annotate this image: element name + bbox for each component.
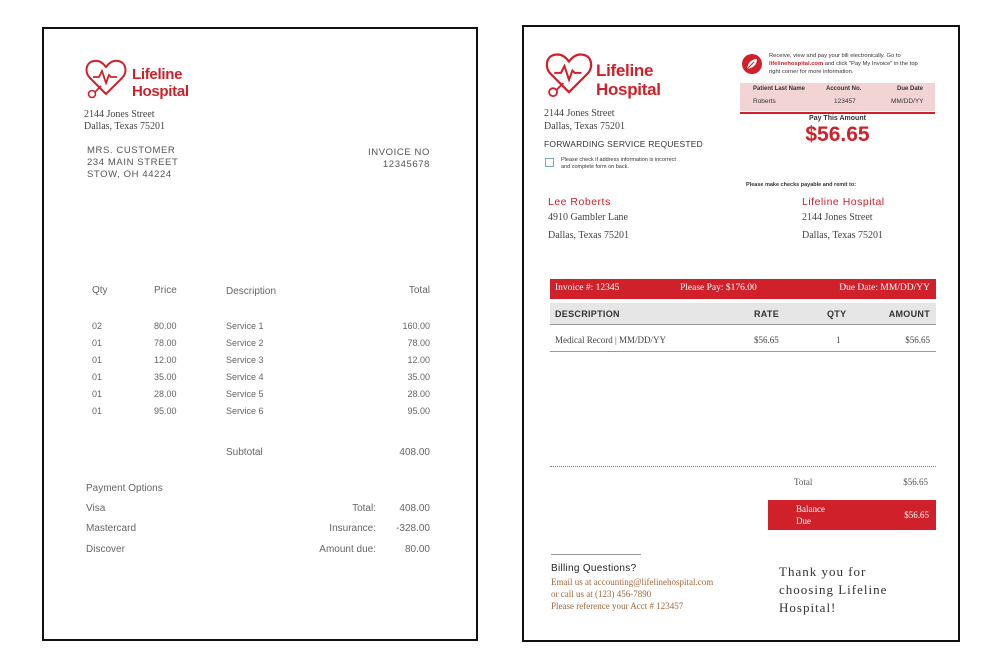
customer-street: 234 MAIN STREET bbox=[87, 157, 179, 168]
summary-total-value: 408.00 bbox=[399, 503, 430, 514]
col-qty-header: Qty bbox=[92, 285, 108, 296]
summary-insurance-label: Insurance: bbox=[329, 523, 376, 534]
invoice-number: Invoice #: 12345 bbox=[555, 283, 620, 293]
logo-name-line1: Lifeline bbox=[596, 61, 654, 80]
row-total: 78.00 bbox=[407, 338, 430, 348]
table-header bbox=[550, 303, 936, 325]
row-price: 80.00 bbox=[154, 321, 177, 331]
row-price: 28.00 bbox=[154, 389, 177, 399]
total-label: Total bbox=[794, 477, 813, 487]
payment-option: Discover bbox=[86, 544, 125, 555]
hospital-city: Dallas, Texas 75201 bbox=[84, 121, 166, 132]
summary-insurance-value: -328.00 bbox=[396, 523, 430, 534]
subtotal-value: 408.00 bbox=[399, 447, 430, 458]
item-amount: $56.65 bbox=[905, 335, 930, 345]
thanks-line1: Thank you for bbox=[779, 564, 867, 579]
patient-street: 4910 Gambler Lane bbox=[548, 212, 628, 223]
row-total: 160.00 bbox=[402, 321, 430, 331]
subtotal-label: Subtotal bbox=[226, 447, 263, 458]
customer-name: MRS. CUSTOMER bbox=[87, 145, 176, 156]
account-no-header: Account No. bbox=[826, 86, 862, 92]
row-description: Service 2 bbox=[226, 338, 264, 348]
amount-header: AMOUNT bbox=[888, 309, 930, 319]
billing-reference: Please reference your Acct # 123457 bbox=[551, 601, 684, 611]
row-total: 35.00 bbox=[407, 372, 430, 382]
patient-last-name-value: Roberts bbox=[753, 98, 776, 105]
payment-option: Visa bbox=[86, 503, 106, 514]
pay-this-amount-value: $56.65 bbox=[805, 123, 870, 146]
row-description: Service 3 bbox=[226, 355, 264, 365]
hospital-street: 2144 Jones Street bbox=[84, 109, 155, 120]
billing-divider bbox=[551, 554, 641, 555]
summary-total-label: Total: bbox=[352, 503, 376, 514]
hospital-city: Dallas, Texas 75201 bbox=[544, 121, 626, 132]
row-description: Service 6 bbox=[226, 406, 264, 416]
please-pay: Please Pay: $176.00 bbox=[680, 283, 757, 293]
patient-last-name-header: Patient Last Name bbox=[753, 86, 806, 92]
table-row bbox=[550, 330, 936, 352]
patient-city: Dallas, Texas 75201 bbox=[548, 230, 630, 241]
row-qty: 01 bbox=[92, 372, 103, 382]
epay-line1: Receive, view and pay your bill electronically. Go to bbox=[769, 53, 901, 59]
row-description: Service 5 bbox=[226, 389, 264, 399]
billing-email[interactable]: Email us at accounting@lifelinehospital.com bbox=[551, 577, 714, 587]
table-bottom-divider bbox=[550, 466, 936, 467]
item-qty: 1 bbox=[836, 335, 841, 345]
thanks-line2: choosing Lifeline bbox=[779, 582, 888, 597]
due-date-header: Due Date bbox=[897, 86, 924, 92]
row-qty: 01 bbox=[92, 406, 103, 416]
description-header: DESCRIPTION bbox=[555, 309, 620, 319]
row-qty: 02 bbox=[92, 321, 103, 331]
row-qty: 01 bbox=[92, 389, 103, 399]
invoice-page-simple bbox=[42, 27, 478, 641]
forwarding-note: FORWARDING SERVICE REQUESTED bbox=[544, 139, 703, 149]
col-description-header: Description bbox=[226, 286, 277, 297]
patient-name: Lee Roberts bbox=[548, 196, 611, 208]
row-total: 28.00 bbox=[407, 389, 430, 399]
invoice-summary-bar bbox=[550, 279, 936, 299]
address-incorrect-checkbox[interactable] bbox=[545, 158, 554, 167]
row-description: Service 1 bbox=[226, 321, 264, 331]
thanks-line3: Hospital! bbox=[779, 600, 837, 615]
epay-line3: right corner for more information. bbox=[769, 69, 854, 75]
divider bbox=[740, 112, 935, 114]
row-price: 78.00 bbox=[154, 338, 177, 348]
rate-header: RATE bbox=[754, 309, 780, 319]
item-description: Medical Record | MM/DD/YY bbox=[555, 335, 667, 345]
logo-name-line1: Lifeline bbox=[132, 66, 183, 83]
remit-name: Lifeline Hospital bbox=[802, 196, 885, 208]
row-qty: 01 bbox=[92, 355, 103, 365]
balance-value: $56.65 bbox=[904, 510, 929, 520]
row-price: 35.00 bbox=[154, 372, 177, 382]
epay-link[interactable]: lifelinehospital.com bbox=[769, 61, 824, 67]
checkbox-note-line2: and complete form on back. bbox=[561, 164, 629, 170]
billing-phone: or call us at (123) 456-7890 bbox=[551, 589, 652, 599]
checkbox-note-line1: Please check if address information is incorrect bbox=[561, 157, 676, 163]
balance-label-1: Balance bbox=[796, 504, 825, 514]
invoice-no-label: INVOICE NO bbox=[368, 147, 430, 158]
row-price: 95.00 bbox=[154, 406, 177, 416]
hospital-street: 2144 Jones Street bbox=[544, 108, 615, 119]
row-qty: 01 bbox=[92, 338, 103, 348]
logo-name-line2: Hospital bbox=[132, 83, 189, 100]
hospital-logo-icon bbox=[544, 49, 594, 99]
customer-city: STOW, OH 44224 bbox=[87, 169, 172, 180]
account-info-box bbox=[740, 83, 935, 111]
col-price-header: Price bbox=[154, 285, 177, 296]
summary-amount-due-value: 80.00 bbox=[404, 544, 430, 555]
summary-amount-due-label: Amount due: bbox=[319, 544, 376, 555]
row-price: 12.00 bbox=[154, 355, 177, 365]
logo-name-line2: Hospital bbox=[596, 80, 661, 99]
item-rate: $56.65 bbox=[754, 335, 779, 345]
balance-label-2: Due bbox=[796, 516, 811, 526]
row-description: Service 4 bbox=[226, 372, 264, 382]
remit-street: 2144 Jones Street bbox=[802, 212, 873, 223]
pay-this-amount-label: Pay This Amount bbox=[809, 115, 866, 122]
hospital-logo-icon bbox=[84, 56, 128, 100]
balance-due-box bbox=[768, 500, 936, 530]
account-no-value: 123457 bbox=[834, 98, 856, 105]
leaf-icon bbox=[742, 54, 762, 74]
row-total: 95.00 bbox=[407, 406, 430, 416]
due-date-value: MM/DD/YY bbox=[891, 98, 924, 105]
qty-header: QTY bbox=[827, 309, 847, 319]
remit-note: Please make checks payable and remit to: bbox=[746, 182, 857, 188]
invoice-page-detailed bbox=[522, 25, 960, 642]
payment-option: Mastercard bbox=[86, 523, 137, 534]
remit-city: Dallas, Texas 75201 bbox=[802, 230, 884, 241]
invoice-no-value: 12345678 bbox=[382, 159, 430, 170]
thank-you-message bbox=[779, 563, 887, 617]
epay-line2 bbox=[769, 60, 918, 68]
bar-due-date: Due Date: MM/DD/YY bbox=[839, 283, 930, 293]
total-value: $56.65 bbox=[903, 477, 928, 487]
payment-options-title: Payment Options bbox=[86, 483, 163, 494]
billing-title: Billing Questions? bbox=[551, 563, 637, 574]
col-total-header: Total bbox=[408, 285, 430, 296]
epay-line2-rest: and click "Pay My Invoice" in the top bbox=[823, 61, 918, 67]
row-total: 12.00 bbox=[407, 355, 430, 365]
